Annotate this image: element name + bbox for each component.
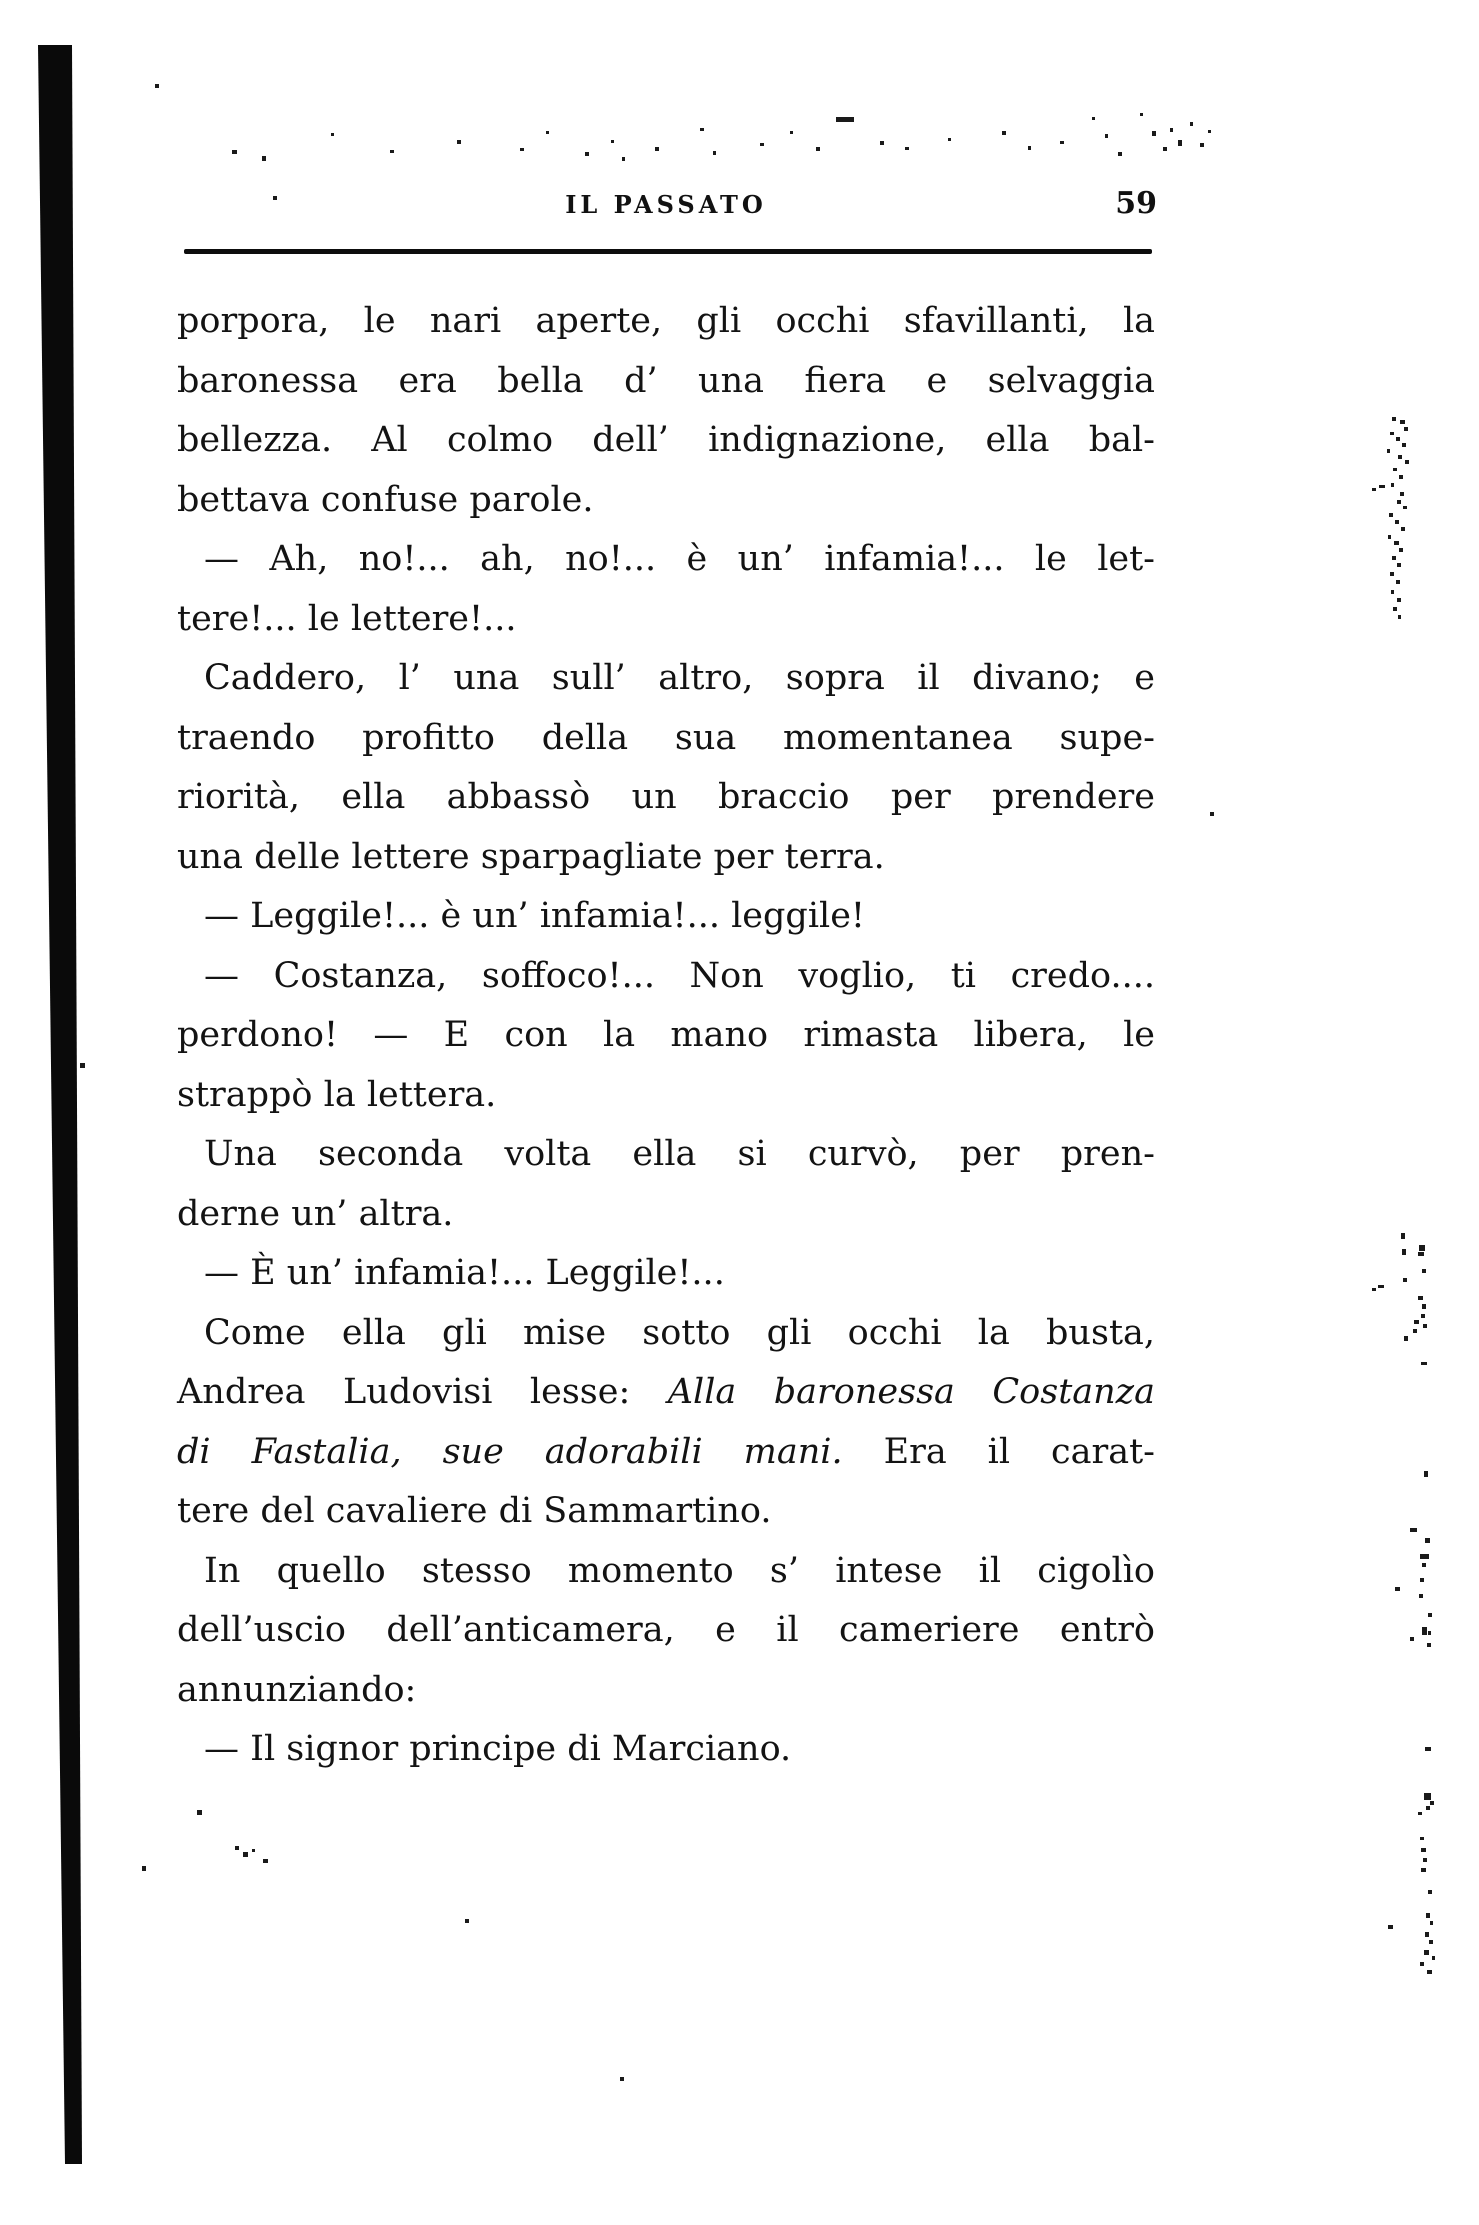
text-segment: riorità, ella abbassò un braccio per prendere — [177, 777, 1155, 817]
text-line — [177, 887, 1155, 947]
text-segment: — Il signor principe di Marciano. — [204, 1729, 792, 1769]
text-line — [177, 768, 1155, 828]
text-line — [177, 530, 1155, 590]
text-segment: — Costanza, soffoco!... Non voglio, ti credo.... — [204, 955, 1155, 996]
text-line — [177, 1244, 1155, 1304]
text-segment: In quello stesso momento s’ intese il cigolìo — [204, 1550, 1155, 1591]
text-segment: — Leggile!... è un’ infamia!... leggile! — [204, 896, 865, 936]
text-line — [177, 1185, 1155, 1245]
text-segment: annunziando: — [177, 1669, 417, 1710]
text-segment: Come ella gli mise sotto gli occhi la busta, — [204, 1312, 1155, 1353]
text-segment: — Ah, no!... ah, no!... è un’ infamia!... le let- — [204, 539, 1155, 579]
text-segment: Era il carat- — [842, 1431, 1155, 1472]
text-line — [177, 1006, 1155, 1066]
text-line — [177, 352, 1155, 412]
text-segment: una delle lettere sparpagliate per terra. — [177, 836, 885, 877]
text-segment: Andrea Ludovisi lesse: — [177, 1372, 668, 1412]
text-line — [177, 590, 1155, 650]
text-line — [177, 1304, 1155, 1364]
text-line — [177, 471, 1155, 531]
text-line — [177, 411, 1155, 471]
text-segment: tere!... le lettere!... — [177, 598, 517, 639]
text-line — [177, 947, 1155, 1007]
running-title: IL PASSATO — [565, 190, 767, 219]
text-line — [177, 1482, 1155, 1542]
page-text-block — [177, 292, 1155, 1780]
text-segment: Caddero, l’ una sull’ altro, sopra il divano; e — [204, 658, 1155, 698]
text-line — [177, 1601, 1155, 1661]
text-line — [177, 1661, 1155, 1721]
text-segment: perdono! — E con la mano rimasta libera, le — [177, 1015, 1155, 1055]
header-rule-divider — [184, 249, 1152, 254]
text-segment: derne un’ altra. — [177, 1193, 454, 1234]
text-line — [177, 649, 1155, 709]
text-segment: baronessa era bella d’ una fiera e selvaggia — [177, 360, 1155, 401]
text-segment: dell’uscio dell’anticamera, e il cameriere entrò — [177, 1610, 1155, 1650]
text-line — [177, 292, 1155, 352]
text-line — [177, 1066, 1155, 1126]
text-line — [177, 709, 1155, 769]
text-segment: porpora, le nari aperte, gli occhi sfavillanti, la — [177, 301, 1155, 341]
text-segment: — È un’ infamia!... Leggile!... — [204, 1253, 725, 1293]
text-line — [177, 1542, 1155, 1602]
text-segment: traendo profitto della sua momentanea supe- — [177, 717, 1155, 758]
text-segment: bettava confuse parole. — [177, 479, 594, 520]
left-scan-bar — [38, 45, 82, 2164]
text-segment: Una seconda volta ella si curvò, per pren- — [204, 1134, 1155, 1174]
text-segment: tere del cavaliere di Sammartino. — [177, 1491, 772, 1531]
text-line — [177, 1125, 1155, 1185]
italic-text-segment: di Fastalia, sue adorabili mani. — [177, 1431, 843, 1472]
text-line — [177, 1363, 1155, 1423]
text-line — [177, 1720, 1155, 1780]
italic-text-segment: Alla baronessa Costanza — [667, 1372, 1155, 1412]
text-segment: bellezza. Al colmo dell’ indignazione, ella bal- — [177, 420, 1155, 460]
text-segment: strappò la lettera. — [177, 1074, 497, 1115]
text-line — [177, 828, 1155, 888]
page-number: 59 — [1115, 186, 1157, 221]
text-line — [177, 1423, 1155, 1483]
